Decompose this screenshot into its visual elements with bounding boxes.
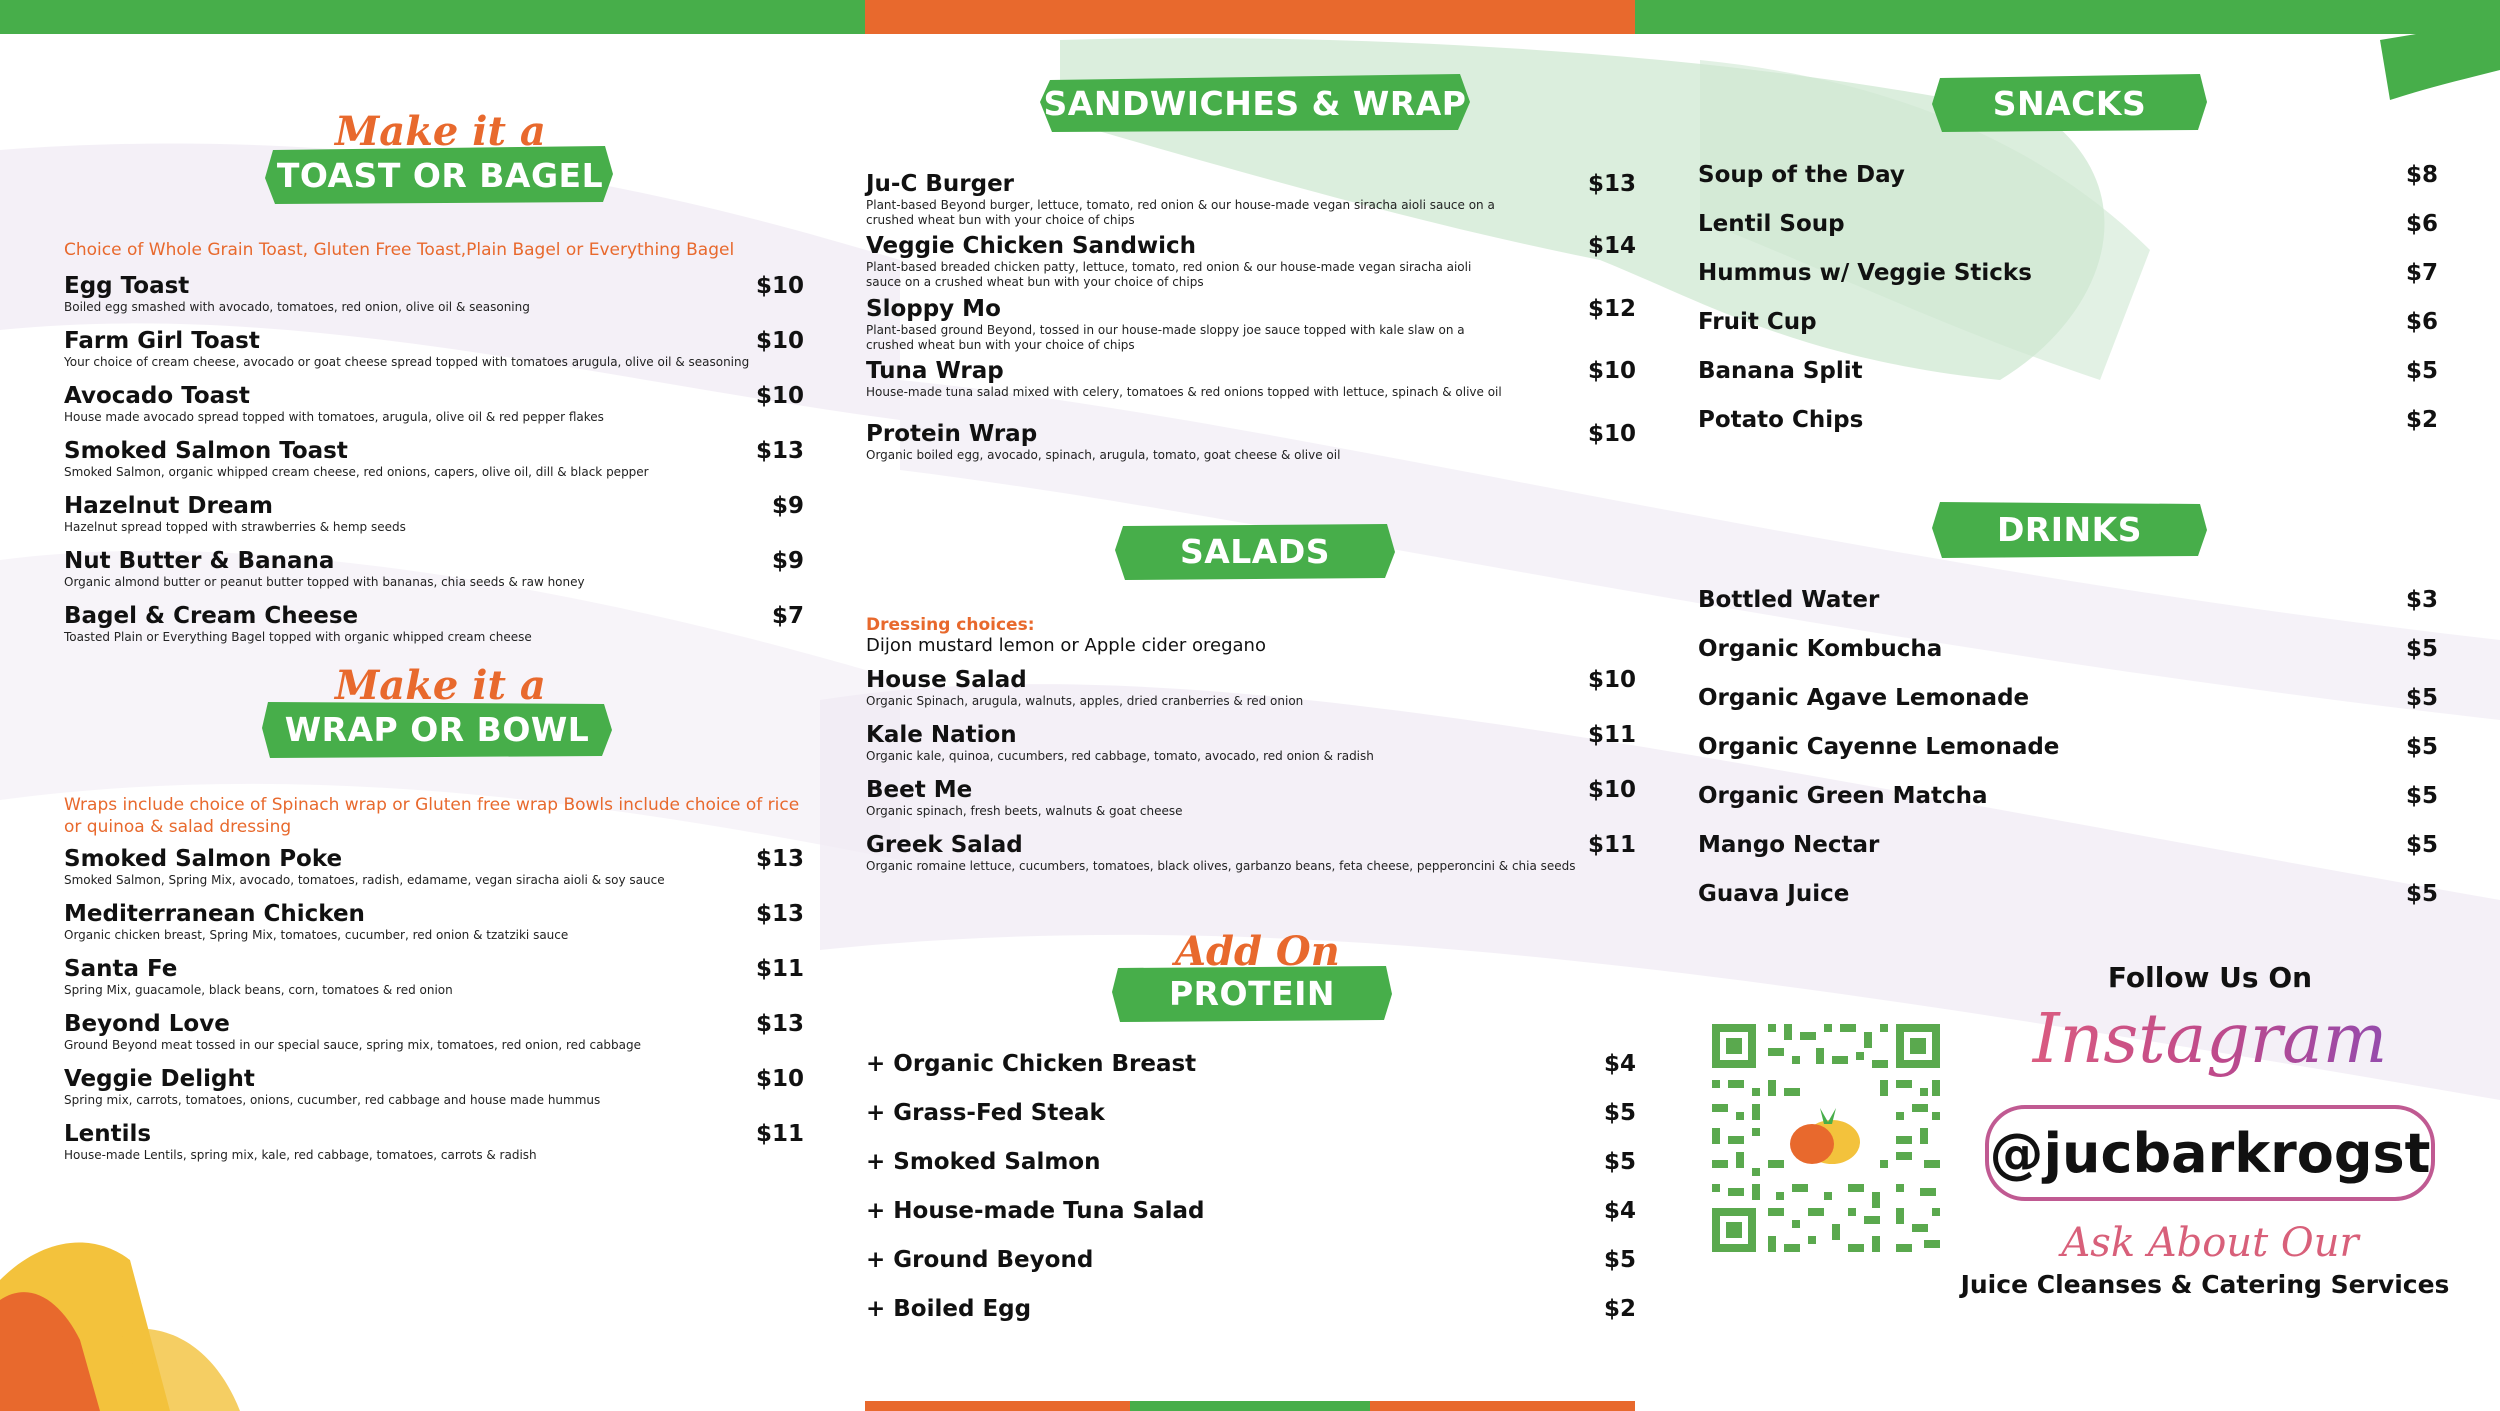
toast-script-heading: Make it a xyxy=(335,108,546,155)
item-name: Guava Juice xyxy=(1698,881,1850,907)
item-desc: Organic kale, quinoa, cucumbers, red cabbage, tomato, avocado, red onion & radish xyxy=(866,749,1374,763)
item-name: Nut Butter & Banana xyxy=(64,548,335,574)
item-desc: Organic almond butter or peanut butter topped with bananas, chia seeds & raw honey xyxy=(64,575,585,589)
item-name: Veggie Delight xyxy=(64,1066,255,1092)
item-desc: Hazelnut spread topped with strawberries & hemp seeds xyxy=(64,520,406,534)
menu-item xyxy=(64,492,804,535)
menu-item xyxy=(866,295,1636,353)
menu-item xyxy=(1698,210,2438,238)
item-name: Veggie Chicken Sandwich xyxy=(866,233,1197,259)
item-name: Potato Chips xyxy=(1698,407,1864,433)
item-price: $5 xyxy=(2405,783,2438,809)
snacks-section-banner xyxy=(1932,72,2207,134)
menu-item xyxy=(866,721,1636,764)
menu-item xyxy=(1698,733,2438,761)
item-name: Smoked Salmon Toast xyxy=(64,438,348,464)
item-price: $6 xyxy=(2405,211,2438,237)
item-desc: Smoked Salmon, Spring Mix, avocado, tomatoes, radish, edamame, vegan siracha aioli & soy sauce xyxy=(64,873,665,887)
menu-item xyxy=(64,1065,804,1108)
menu-item xyxy=(866,357,1636,400)
item-name: Avocado Toast xyxy=(64,383,250,409)
item-price: $5 xyxy=(2405,734,2438,760)
item-price: $4 xyxy=(1603,1198,1636,1224)
item-name: House Salad xyxy=(866,667,1027,693)
item-price: $8 xyxy=(2405,162,2438,188)
item-price: $11 xyxy=(755,956,804,982)
menu-item xyxy=(1698,635,2438,663)
item-name: Santa Fe xyxy=(64,956,178,982)
drinks-section-title: DRINKS xyxy=(1996,509,2143,549)
item-price: $5 xyxy=(2405,881,2438,907)
item-price: $9 xyxy=(771,493,804,519)
item-desc: Organic chicken breast, Spring Mix, tomatoes, cucumber, red onion & tzatziki sauce xyxy=(64,928,569,942)
item-price: $5 xyxy=(1603,1149,1636,1175)
menu-item xyxy=(64,900,804,943)
menu-item xyxy=(866,776,1636,819)
follow-us-text: Follow Us On xyxy=(2107,961,2313,994)
item-name: Hazelnut Dream xyxy=(64,493,273,519)
item-price: $5 xyxy=(2405,358,2438,384)
toast-note: Choice of Whole Grain Toast, Gluten Free Toast,Plain Bagel or Everything Bagel xyxy=(64,240,735,260)
item-name: + House-made Tuna Salad xyxy=(866,1198,1205,1224)
item-desc: Toasted Plain or Everything Bagel topped with organic whipped cream cheese xyxy=(64,630,532,644)
item-price: $6 xyxy=(2405,309,2438,335)
item-name: Greek Salad xyxy=(866,832,1023,858)
menu-item xyxy=(866,1295,1636,1323)
item-price: $10 xyxy=(755,1066,804,1092)
item-name: Protein Wrap xyxy=(866,421,1038,447)
item-name: + Grass-Fed Steak xyxy=(866,1100,1105,1126)
menu-item xyxy=(64,272,804,315)
item-name: Beet Me xyxy=(866,777,973,803)
item-name: + Ground Beyond xyxy=(866,1247,1094,1273)
menu-item xyxy=(1698,684,2438,712)
item-price: $12 xyxy=(1587,296,1636,322)
item-name: Kale Nation xyxy=(866,722,1017,748)
item-price: $13 xyxy=(755,1011,804,1037)
services-text: Juice Cleanses & Catering Services xyxy=(1960,1270,2450,1299)
item-name: Beyond Love xyxy=(64,1011,230,1037)
menu-item xyxy=(866,1246,1636,1274)
menu-item xyxy=(866,1148,1636,1176)
item-price: $13 xyxy=(755,846,804,872)
menu-item xyxy=(64,955,804,998)
menu-item xyxy=(1698,782,2438,810)
menu-item xyxy=(1698,308,2438,336)
menu-item xyxy=(1698,357,2438,385)
item-price: $10 xyxy=(1587,667,1636,693)
item-desc: Spring mix, carrots, tomatoes, onions, cucumber, red cabbage and house made hummus xyxy=(64,1093,601,1107)
item-price: $13 xyxy=(755,438,804,464)
menu-item xyxy=(64,547,804,590)
dressing-text: Dijon mustard lemon or Apple cider oregano xyxy=(866,635,1266,656)
menu-item xyxy=(64,1010,804,1053)
item-name: Banana Split xyxy=(1698,358,1863,384)
item-desc: House made avocado spread topped with tomatoes, arugula, olive oil & red pepper flakes xyxy=(64,410,604,424)
salad-section-banner xyxy=(1115,520,1395,582)
item-name: Lentils xyxy=(64,1121,152,1147)
item-desc: Ground Beyond meat tossed in our special sauce, spring mix, tomatoes, red onion, red cabbage xyxy=(64,1038,642,1052)
item-desc: Your choice of cream cheese, avocado or goat cheese spread topped with tomatoes arugula, olive oil & seasoning xyxy=(64,355,750,369)
item-price: $10 xyxy=(755,273,804,299)
item-price: $11 xyxy=(1587,832,1636,858)
item-desc: Smoked Salmon, organic whipped cream cheese, red onions, capers, olive oil, dill & black pepper xyxy=(64,465,649,479)
item-price: $13 xyxy=(1587,171,1636,197)
menu-item xyxy=(1698,161,2438,189)
addon-script-heading: Add On xyxy=(1175,928,1340,975)
menu-item xyxy=(64,437,804,480)
item-price: $11 xyxy=(755,1121,804,1147)
qr-code-icon[interactable] xyxy=(1700,1012,1952,1264)
item-name: Organic Kombucha xyxy=(1698,636,1943,662)
item-name: + Organic Chicken Breast xyxy=(866,1051,1197,1077)
item-desc: House-made Lentils, spring mix, kale, red cabbage, tomatoes, carrots & radish xyxy=(64,1148,537,1162)
wrap-section-title: WRAP OR BOWL xyxy=(284,709,590,749)
item-name: Sloppy Mo xyxy=(866,296,1001,322)
item-name: Tuna Wrap xyxy=(866,358,1004,384)
sandwich-section-banner xyxy=(1040,72,1470,134)
item-price: $14 xyxy=(1587,233,1636,259)
item-price: $4 xyxy=(1603,1051,1636,1077)
item-price: $5 xyxy=(1603,1247,1636,1273)
wrap-script-heading: Make it a xyxy=(335,662,546,709)
drinks-section-banner xyxy=(1932,498,2207,560)
item-name: Hummus w/ Veggie Sticks xyxy=(1698,260,2032,286)
toast-section-title: TOAST OR BAGEL xyxy=(276,155,604,195)
item-name: + Boiled Egg xyxy=(866,1296,1032,1322)
item-desc: Boiled egg smashed with avocado, tomatoes, red onion, olive oil & seasoning xyxy=(64,300,530,314)
item-name: Mango Nectar xyxy=(1698,832,1880,858)
menu-item xyxy=(1698,586,2438,614)
dressing-label: Dressing choices: xyxy=(866,615,1035,635)
item-price: $3 xyxy=(2405,587,2438,613)
menu-item xyxy=(866,232,1636,290)
menu-item xyxy=(1698,259,2438,287)
item-name: Mediterranean Chicken xyxy=(64,901,365,927)
item-desc: House-made tuna salad mixed with celery, tomatoes & red onions topped with lettuce, spinach & olive oil xyxy=(866,385,1502,399)
item-price: $5 xyxy=(2405,636,2438,662)
item-price: $5 xyxy=(2405,832,2438,858)
item-name: Bagel & Cream Cheese xyxy=(64,603,359,629)
item-price: $10 xyxy=(1587,777,1636,803)
item-desc: Plant-based ground Beyond, tossed in our house-made sloppy joe sauce topped with kale slaw on a crushed wheat bun with your choice of chips xyxy=(866,323,1465,352)
item-name: Farm Girl Toast xyxy=(64,328,260,354)
menu-item xyxy=(64,382,804,425)
menu-item xyxy=(866,420,1636,463)
item-price: $9 xyxy=(771,548,804,574)
item-price: $5 xyxy=(2405,685,2438,711)
item-desc: Organic spinach, fresh beets, walnuts & goat cheese xyxy=(866,804,1183,818)
item-name: Organic Agave Lemonade xyxy=(1698,685,2030,711)
item-price: $10 xyxy=(755,383,804,409)
addon-section-title: PROTEIN xyxy=(1168,973,1336,1013)
menu-item xyxy=(64,845,804,888)
item-desc: Organic Spinach, arugula, walnuts, apples, dried cranberries & red onion xyxy=(866,694,1304,708)
menu-item xyxy=(866,666,1636,709)
menu-item xyxy=(866,1050,1636,1078)
item-price: $7 xyxy=(2405,260,2438,286)
instagram-handle[interactable]: @jucbarkrogst xyxy=(1985,1105,2435,1201)
item-name: Egg Toast xyxy=(64,273,190,299)
item-price: $13 xyxy=(755,901,804,927)
item-price: $11 xyxy=(1587,722,1636,748)
item-desc: Spring Mix, guacamole, black beans, corn, tomatoes & red onion xyxy=(64,983,453,997)
item-desc: Plant-based breaded chicken patty, lettuce, tomato, red onion & our house-made vegan siracha aioli sauce on a crushed wheat bun with your choice of chips xyxy=(866,260,1472,289)
item-price: $7 xyxy=(771,603,804,629)
item-desc: Organic romaine lettuce, cucumbers, tomatoes, black olives, garbanzo beans, feta cheese, pepperoncini & chia seeds xyxy=(866,859,1576,873)
menu-item xyxy=(1698,406,2438,434)
item-name: Smoked Salmon Poke xyxy=(64,846,343,872)
item-name: + Smoked Salmon xyxy=(866,1149,1101,1175)
menu-item xyxy=(64,1120,804,1163)
menu-item xyxy=(866,831,1636,874)
item-name: Lentil Soup xyxy=(1698,211,1845,237)
item-name: Soup of the Day xyxy=(1698,162,1905,188)
ask-about-text: Ask About Our xyxy=(2061,1220,2359,1266)
item-name: Fruit Cup xyxy=(1698,309,1817,335)
item-price: $5 xyxy=(1603,1100,1636,1126)
instagram-wordmark: Instagram xyxy=(1990,1000,2430,1079)
item-price: $2 xyxy=(2405,407,2438,433)
menu-item xyxy=(866,170,1636,228)
sandwich-section-title: SANDWICHES & WRAP xyxy=(1043,83,1467,123)
item-price: $10 xyxy=(1587,358,1636,384)
menu-item xyxy=(1698,831,2438,859)
menu-item xyxy=(866,1197,1636,1225)
item-name: Organic Green Matcha xyxy=(1698,783,1988,809)
snacks-section-title: SNACKS xyxy=(1992,83,2147,123)
menu-item xyxy=(64,327,804,370)
item-name: Organic Cayenne Lemonade xyxy=(1698,734,2060,760)
item-price: $10 xyxy=(755,328,804,354)
item-price: $10 xyxy=(1587,421,1636,447)
item-desc: Organic boiled egg, avocado, spinach, arugula, tomato, goat cheese & olive oil xyxy=(866,448,1341,462)
item-name: Ju-C Burger xyxy=(866,171,1015,197)
menu-item xyxy=(866,1099,1636,1127)
menu-item xyxy=(64,602,804,645)
wrap-note: Wraps include choice of Spinach wrap or Gluten free wrap Bowls include choice of rice or quinoa & salad dressing xyxy=(64,795,800,837)
menu-item xyxy=(1698,880,2438,908)
item-name: Bottled Water xyxy=(1698,587,1880,613)
salad-section-title: SALADS xyxy=(1179,531,1331,571)
item-price: $2 xyxy=(1603,1296,1636,1322)
item-desc: Plant-based Beyond burger, lettuce, tomato, red onion & our house-made vegan siracha aioli sauce on a crushed wheat bun with your choice of chips xyxy=(866,198,1495,227)
